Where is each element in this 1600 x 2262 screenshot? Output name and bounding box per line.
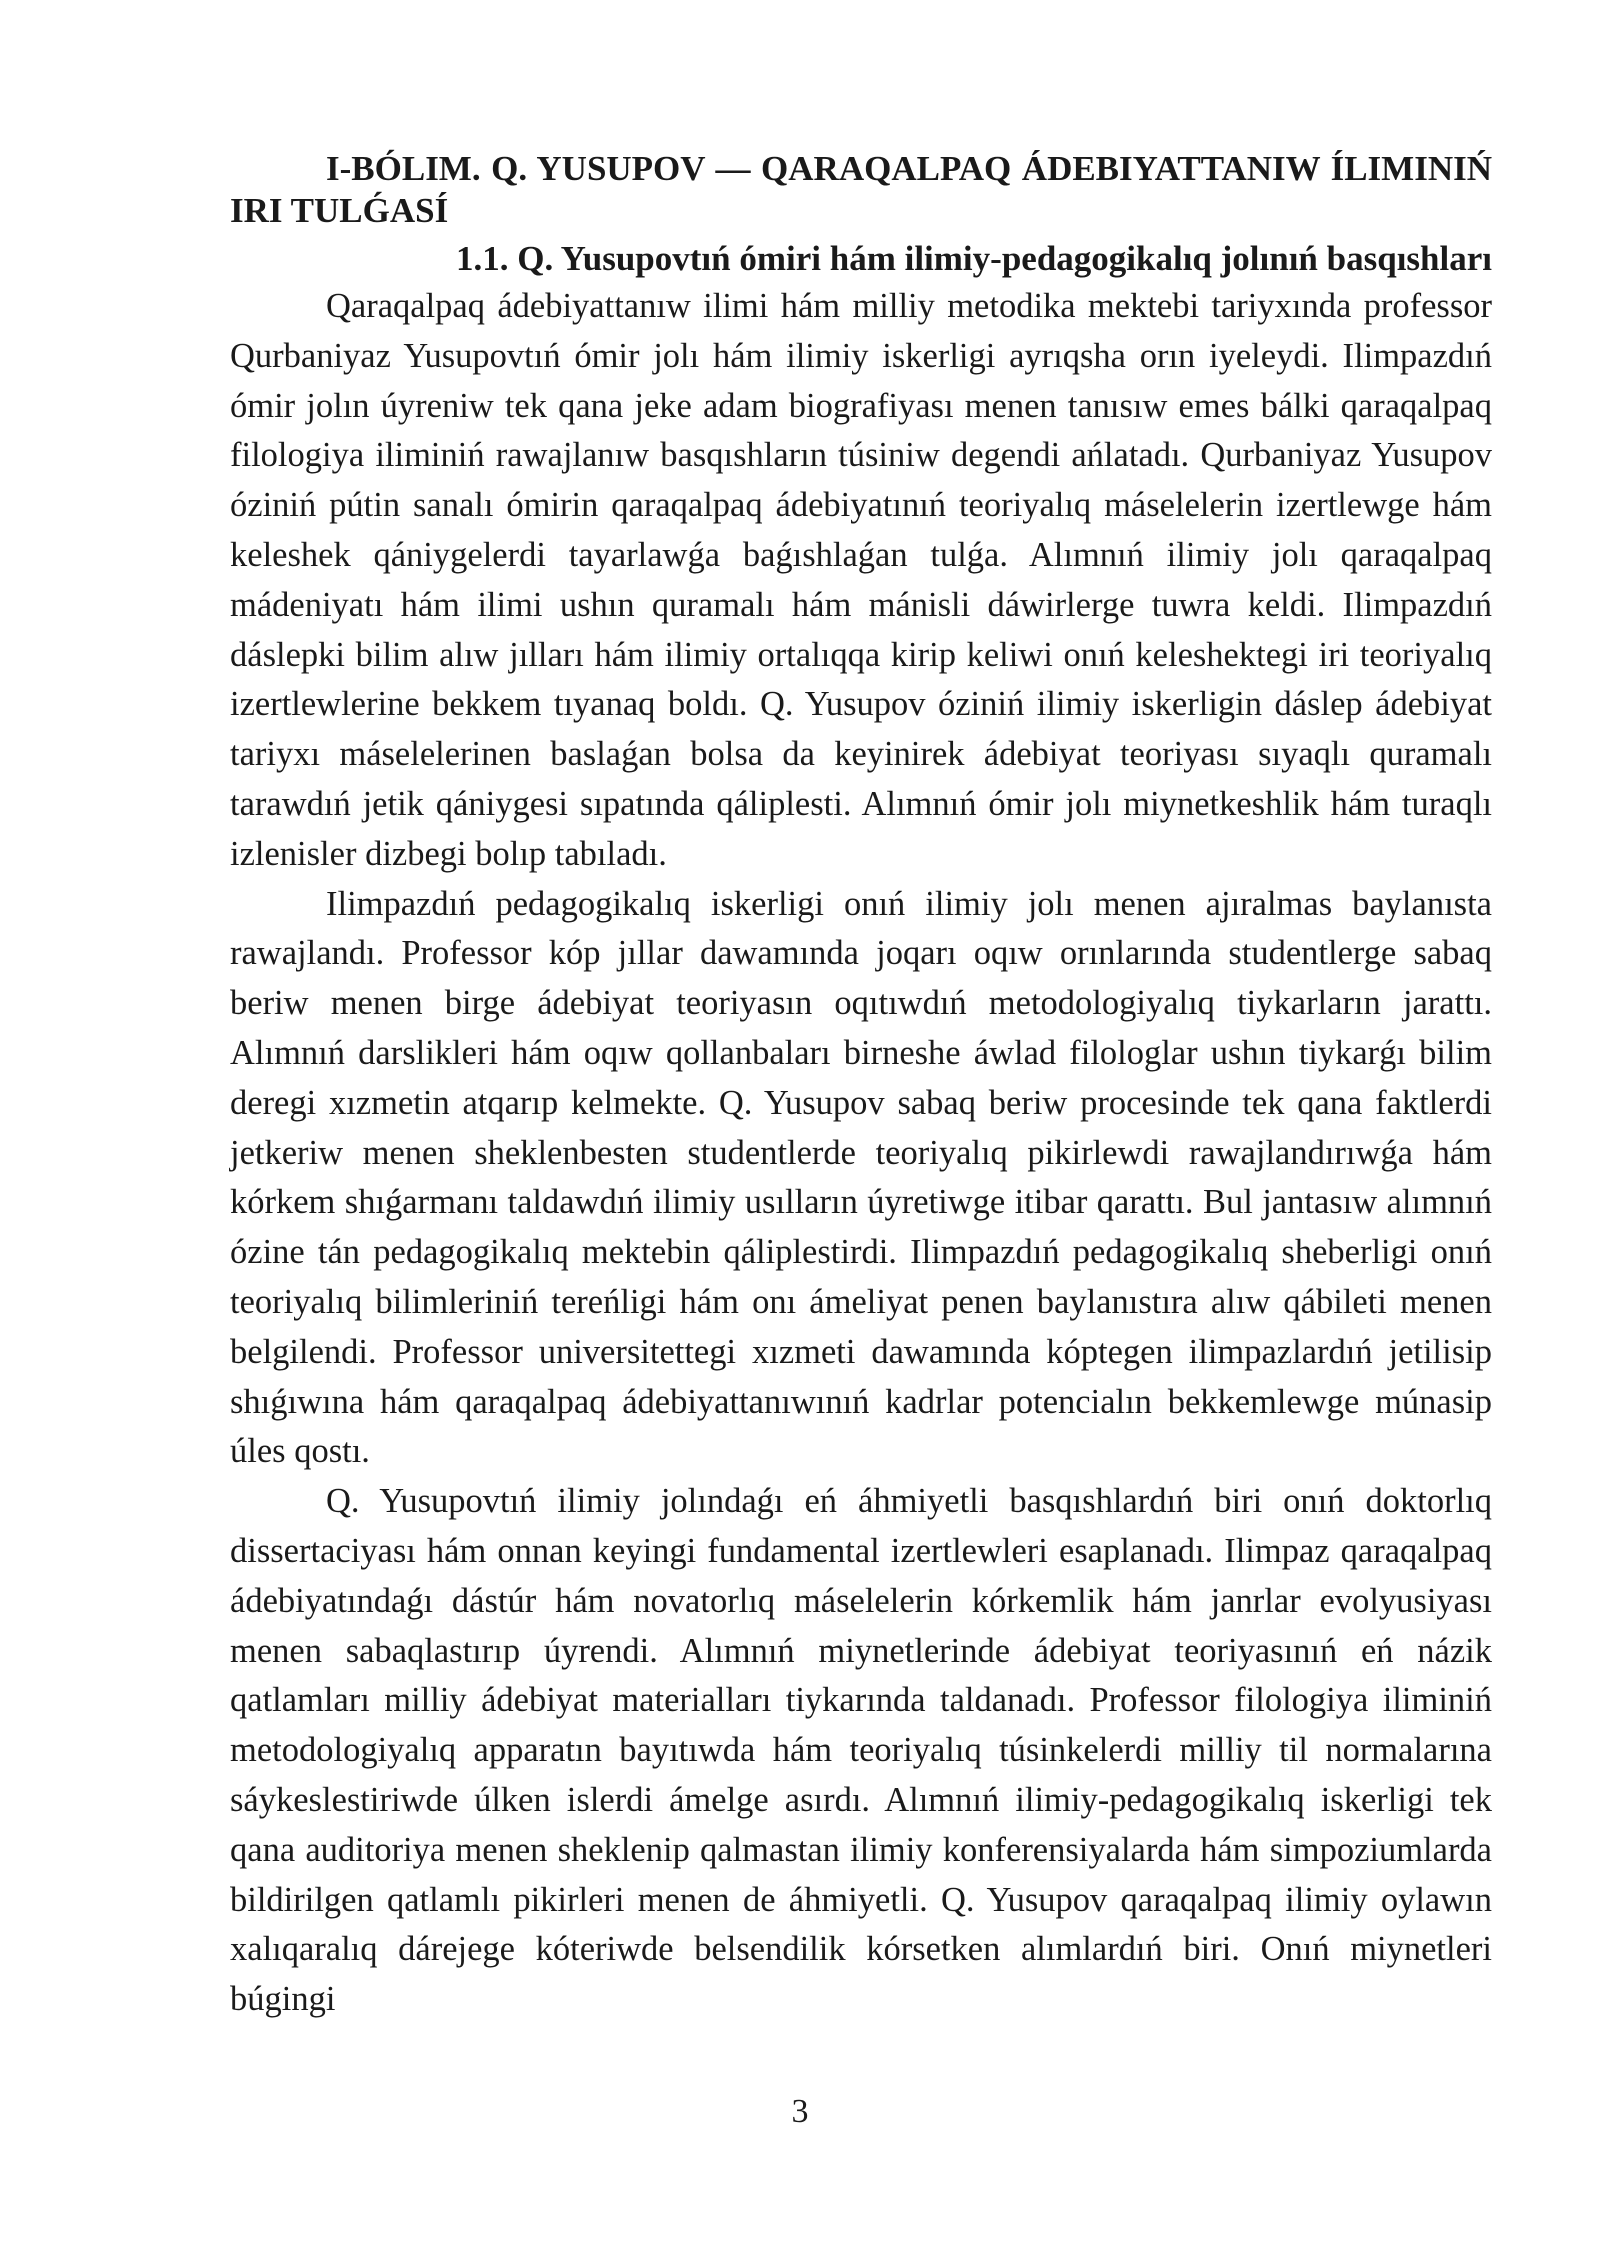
body-paragraph: Ilimpazdıń pedagogikalıq iskerligi onıń ilimiy jolı menen ajıralmas baylanısta rawajlandı. Professor kóp jıllar dawamında joqarı oqıw orınlarında studentlerge sabaq beriw menen birge ádebiyat teoriyasın oqıtıwdıń metodologiyalıq tiykarların jarattı. Alımnıń darslikleri hám oqıw qollanbaları birneshe áwlad filologlar ushın tiykarǵı bilim deregi xızmetin atqarıp kelmekte. Q. Yusupov sabaq beriw procesinde tek qana faktlerdi jetkeriw menen sheklenbesten studentlerde teoriyalıq pikirlewdi rawajlandırıwǵa hám kórkem shıǵarmanı taldawdıń ilimiy usılların úyretiwge itibar qarattı. Bul jantasıw alımnıń ózine tán pedagogikalıq mektebin qáliplestirdi. Ilimpazdıń pedagogikalıq sheberligi onıń teoriyalıq bilimleriniń tereńligi hám onı ámeliyat penen baylanıstıra alıw qábileti menen belgilendi. Professor universitettegi xızmeti dawamında kóptegen ilimpazlardıń jetilisip shıǵıwına hám qaraqalpaq ádebiyattanıwınıń kadrlar potencialın bekkemlewge múnasip úles qostı. — [230, 884, 1492, 1471]
document-page — [230, 148, 1492, 2025]
chapter-title: I-BÓLIM. Q. YUSUPOV — QARAQALPAQ ÁDEBIYATTANIW ÍLIMINIŃ IRI TULǴASÍ — [230, 149, 1492, 230]
page-number: 3 — [791, 2093, 809, 2130]
body-paragraph: Q. Yusupovtıń ilimiy jolındaǵı eń áhmiyetli basqıshlardıń biri onıń doktorlıq dissertaciyası hám onnan keyingi fundamental izertlewleri esaplanadı. Ilimpaz qaraqalpaq ádebiyatındaǵı dástúr hám novatorlıq máselelerin kórkemlik hám janrlar evolyusiyası menen sabaqlastırıp úyrendi. Alımnıń miynetlerinde ádebiyat teoriyasınıń eń názik qatlamları milliy ádebiyat materialları tiykarında taldanadı. Professor filologiya iliminiń metodologiyalıq apparatın bayıtıwda hám teoriyalıq túsinkelerdi milliy til normalarına sáykeslestiriwde úlken islerdi ámelge asırdı. Alımnıń ilimiy-pedagogikalıq iskerligi tek qana auditoriya menen sheklenip qalmastan ilimiy konferensiyalarda hám simpoziumlarda bildirilgen qatlamlı pikirleri menen de áhmiyetli. Q. Yusupov qaraqalpaq ilimiy oylawın xalıqaralıq dárejege kóteriwde belsendilik kórsetken alımlardıń biri. Onıń miynetleri búgingi — [230, 1482, 1492, 2019]
section-title: 1.1. Q. Yusupovtıń ómiri hám ilimiy-pedagogikalıq jolınıń basqıshları — [456, 239, 1492, 278]
body-paragraph: Qaraqalpaq ádebiyattanıw ilimi hám milliy metodika mektebi tariyxında professor Qurbaniyaz Yusupovtıń ómir jolı hám ilimiy iskerligi ayrıqsha orın iyeleydi. Ilimpazdıń ómir jolın úyreniw tek qana jeke adam biografiyası menen tanısıw emes bálki qaraqalpaq filologiya iliminiń rawajlanıw basqıshların túsiniw degendi ańlatadı. Qurbaniyaz Yusupov óziniń pútin sanalı ómirin qaraqalpaq ádebiyatınıń teoriyalıq máselelerin izertlewge hám keleshek qániygelerdi tayarlawǵa baǵıshlaǵan tulǵa. Alımnıń ilimiy jolı qaraqalpaq mádeniyatı hám ilimi ushın quramalı hám mánisli dáwirlerge tuwra keldi. Ilimpazdıń dáslepki bilim alıw jılları hám ilimiy ortalıqqa kirip keliwi onıń keleshektegi iri teoriyalıq izertlewlerine bekkem tıyanaq boldı. Q. Yusupov óziniń ilimiy iskerligin dáslep ádebiyat tariyxı máselelerinen baslaǵan bolsa da keyinirek ádebiyat teoriyası sıyaqlı quramalı tarawdıń jetik qániygesi sıpatında qáliplesti. Alımnıń ómir jolı miynetkeshlik hám turaqlı izlenisler dizbegi bolıp tabıladı. — [230, 287, 1492, 873]
